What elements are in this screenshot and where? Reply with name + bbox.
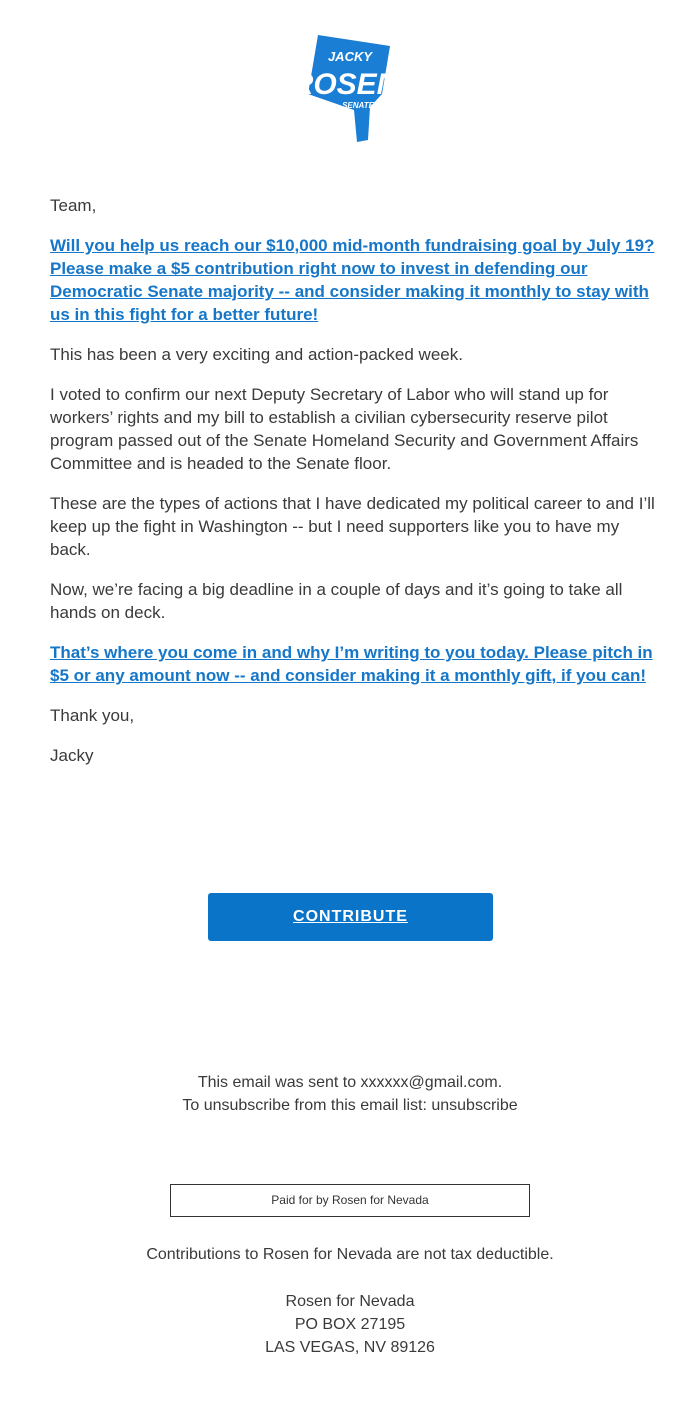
unsubscribe-line: [0, 1094, 700, 1117]
donation-link-2[interactable]: That’s where you come in and why I’m writing to you today. Please pitch in $5 or any amount now -- and consider making it a monthly gift, if you can!: [50, 643, 653, 685]
footer-subscription-info: [0, 1071, 700, 1117]
logo-text-senate: SENATE: [342, 101, 374, 110]
paragraph-1: This has been a very exciting and action-packed week.: [50, 345, 463, 364]
logo-text-rosen: ROSEN: [300, 68, 399, 101]
greeting: Team,: [50, 196, 97, 215]
address-line: LAS VEGAS, NV 89126: [265, 1339, 435, 1356]
paid-for-disclaimer: Paid for by Rosen for Nevada: [170, 1184, 530, 1217]
contribute-button-wrap: [208, 893, 493, 941]
mailing-address: [0, 1290, 700, 1359]
paragraph-3: These are the types of actions that I have dedicated my political career to and I’ll keep up the fight in Washington -- but I need supporters like you to have my back.: [50, 494, 655, 559]
unsubscribe-link[interactable]: unsubscribe: [431, 1097, 518, 1114]
sent-to-text: This email was sent to xxxxxx@gmail.com.: [197, 1074, 503, 1091]
contribute-button[interactable]: CONTRIBUTE: [208, 893, 493, 941]
campaign-logo: [300, 32, 400, 144]
address-line: PO BOX 27195: [294, 1316, 406, 1333]
logo-text-jacky: JACKY: [327, 49, 373, 64]
email-body: [50, 194, 655, 784]
signoff: Thank you,: [50, 706, 135, 725]
nevada-shape-logo-icon: [300, 32, 400, 144]
unsubscribe-prefix: To unsubscribe from this email list:: [182, 1097, 432, 1114]
paragraph-4: Now, we’re facing a big deadline in a couple of days and it’s going to take all hands on deck.: [50, 580, 623, 622]
address-line: Rosen for Nevada: [285, 1293, 415, 1310]
donation-link-1[interactable]: Will you help us reach our $10,000 mid-month fundraising goal by July 19? Please make a $5 contribution right now to invest in defending our Democratic Senate majority -- and consider making it monthly to stay with us in this fight for a better future!: [50, 236, 655, 324]
tax-deductible-note: Contributions to Rosen for Nevada are not tax deductible.: [146, 1246, 554, 1263]
signature: Jacky: [50, 746, 94, 765]
paragraph-2: I voted to confirm our next Deputy Secretary of Labor who will stand up for workers’ rights and my bill to establish a civilian cybersecurity reserve pilot program passed out of the Senate Homeland Security and Government Affairs Committee and is headed to the Senate floor.: [50, 385, 639, 473]
